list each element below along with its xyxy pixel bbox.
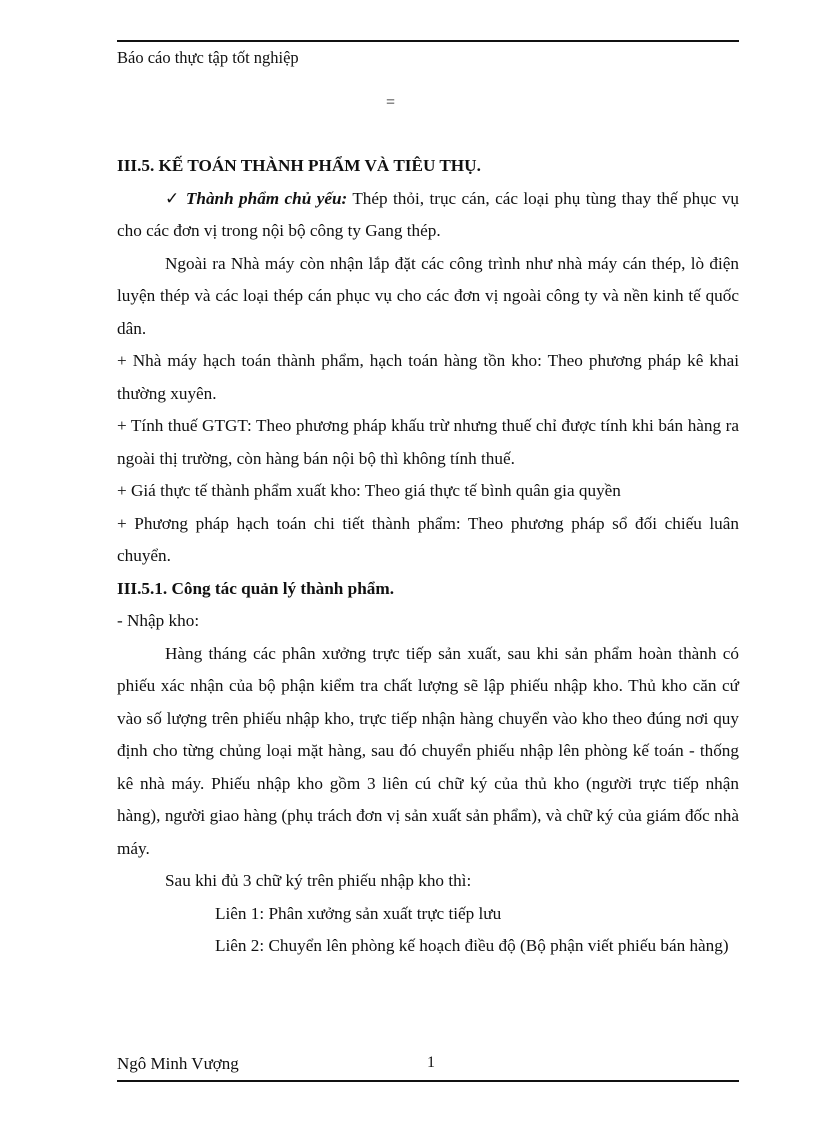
- paragraph-vat: + Tính thuế GTGT: Theo phương pháp khấu trừ nhưng thuế chỉ được tính khi bán hàng ra ngoài thị trường, còn hàng bán nội bộ thì không tính thuế.: [117, 416, 739, 468]
- paragraph-inventory-method: + Nhà máy hạch toán thành phẩm, hạch toán hàng tồn kho: Theo phương pháp kê khai thường xuyên.: [117, 351, 739, 403]
- dash-item-receiving: - Nhập kho:: [117, 611, 200, 630]
- paragraph-detail-method: + Phương pháp hạch toán chi tiết thành phẩm: Theo phương pháp sổ đối chiếu luân chuyển.: [117, 513, 739, 565]
- check-icon: ✓: [165, 188, 181, 208]
- copy-2-item: Liên 2: Chuyển lên phòng kế hoạch điều độ (Bộ phận viết phiếu bán hàng): [215, 936, 729, 955]
- paragraph-monthly-receiving: Hàng tháng các phân xưởng trực tiếp sản xuất, sau khi sản phẩm hoàn thành có phiếu xác nhận của bộ phận kiểm tra chất lượng sẽ lập phiếu nhập kho. Thủ kho căn cứ vào số lượng trên phiếu nhập kho, trực tiếp nhận hàng chuyển vào kho theo đúng nơi quy định cho từng chủng loại mặt hàng, sau đó chuyển phiếu nhập lên phòng kế toán - thống kê nhà máy. Phiếu nhập kho gồm 3 liên cú chữ ký của thủ kho (người trực tiếp nhận hàng), người giao hàng (phụ trách đơn vị sản xuất sản phẩm), và chữ ký của giám đốc nhà máy.: [117, 643, 739, 858]
- paragraph-after-signatures: Sau khi đủ 3 chữ ký trên phiếu nhập kho thì:: [165, 871, 472, 890]
- main-products-text: Thép thỏi, trục cán, các loại phụ tùng thay thế phục vụ cho các đơn vị trong nội bộ công ty Gang thép.: [117, 188, 740, 240]
- document-body: [117, 150, 739, 963]
- copy-1-item: Liên 1: Phân xưởng sản xuất trực tiếp lưu: [215, 903, 502, 923]
- main-products-paragraph: [117, 183, 739, 248]
- paragraph-other-work: Ngoài ra Nhà máy còn nhận lắp đặt các công trình như nhà máy cán thép, lò điện luyện thép và các loại thép cán phục vụ cho các đơn vị ngoài công ty và nền kinh tế quốc dân.: [117, 253, 739, 338]
- footer-rule: [117, 1080, 739, 1082]
- header-separator: =: [386, 94, 396, 111]
- paragraph-cost-price: + Giá thực tế thành phẩm xuất kho: Theo giá thực tế bình quân gia quyền: [117, 481, 621, 500]
- page-number: 1: [427, 1054, 435, 1071]
- header-title: Báo cáo thực tập tốt nghiệp: [117, 48, 299, 67]
- subsection-heading: III.5.1. Công tác quản lý thành phẩm.: [117, 578, 394, 598]
- section-heading: III.5. KẾ TOÁN THÀNH PHẨM VÀ TIÊU THỤ.: [117, 156, 481, 175]
- header-rule: [117, 40, 739, 42]
- footer-author: Ngô Minh Vượng: [117, 1054, 239, 1073]
- main-products-label: Thành phẩm chủ yếu:: [185, 188, 348, 208]
